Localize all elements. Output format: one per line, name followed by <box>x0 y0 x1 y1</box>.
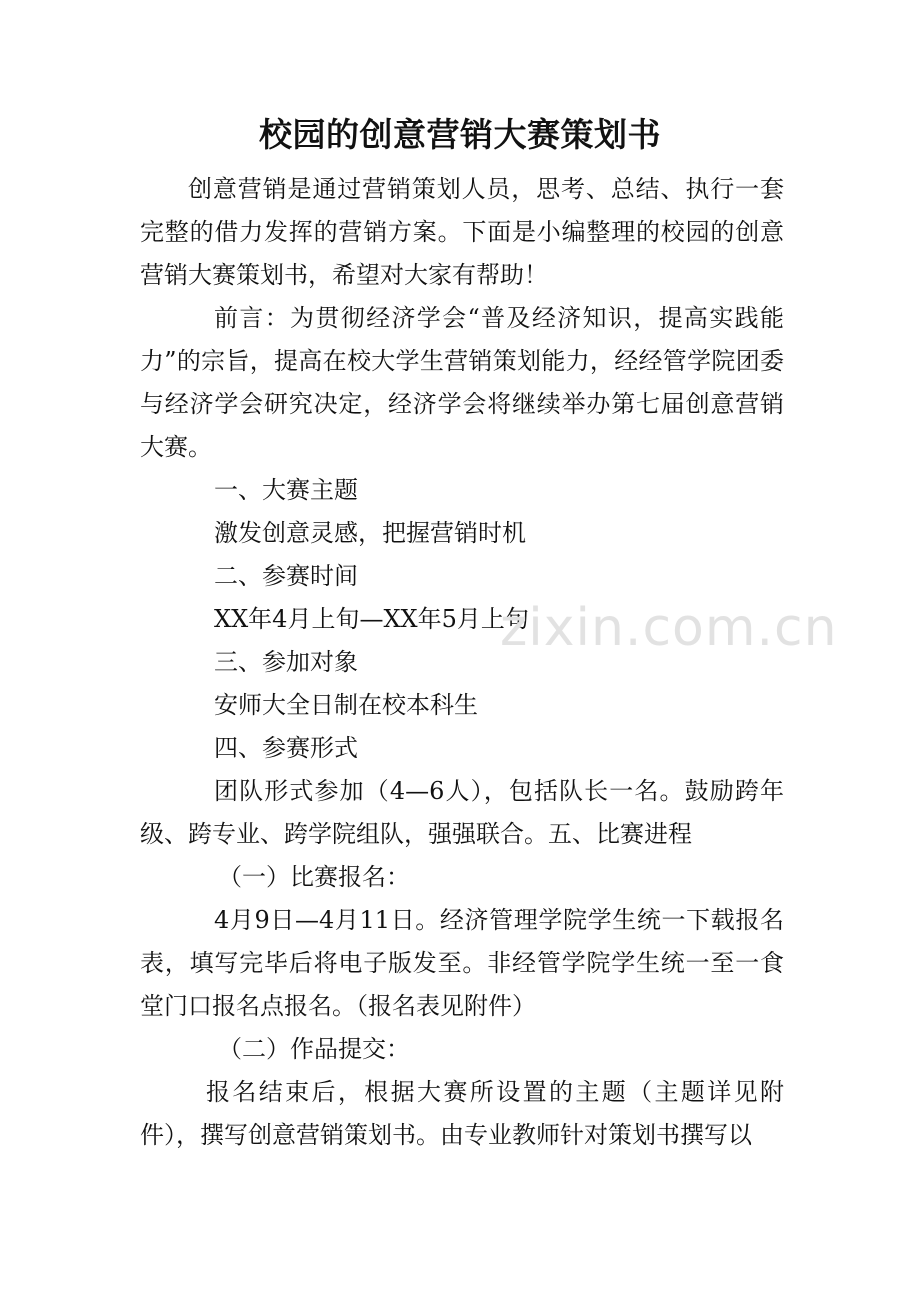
theme-text: 激发创意灵感，把握营销时机 <box>214 519 526 547</box>
section-heading-theme: 一、大赛主题 <box>214 476 358 504</box>
time-text: XX年4月上旬—XX年5月上旬 <box>214 605 529 633</box>
watermark: zixin.com.cn <box>500 598 838 658</box>
section-heading-time: 二、参赛时间 <box>214 562 358 590</box>
participants-text: 安师大全日制在校本科生 <box>214 691 478 719</box>
submission-paragraph: 报名结束后，根据大赛所设置的主题（主题详见附件），撰写创意营销策划书。由专业教师针对策划书撰写以 <box>140 1078 784 1149</box>
subsection-submission: （二）作品提交： <box>218 1035 410 1063</box>
section-heading-format: 四、参赛形式 <box>214 734 358 762</box>
section-heading-participants: 三、参加对象 <box>214 648 358 676</box>
subsection-registration: （一）比赛报名： <box>218 863 410 891</box>
preface-paragraph: 前言：为贯彻经济学会“普及经济知识，提高实践能力”的宗旨，提高在校大学生营销策划能力，经经管学院团委与经济学会研究决定，经济学会将继续举办第七届创意营销大赛。 <box>140 304 784 461</box>
registration-paragraph: 4月9日—4月11日。经济管理学院学生统一下载报名表，填写完毕后将电子版发至。非经管学院学生统一至一食堂门口报名点报名。（报名表见附件） <box>140 906 784 1020</box>
format-paragraph: 团队形式参加（4—6人），包括队长一名。鼓励跨年级、跨专业、跨学院组队，强强联合。五、比赛进程 <box>140 777 784 848</box>
document-body <box>140 168 784 1157</box>
intro-paragraph: 创意营销是通过营销策划人员，思考、总结、执行一套完整的借力发挥的营销方案。下面是小编整理的校园的创意营销大赛策划书，希望对大家有帮助！ <box>140 175 784 289</box>
document-title: 校园的创意营销大赛策划书 <box>259 115 661 154</box>
